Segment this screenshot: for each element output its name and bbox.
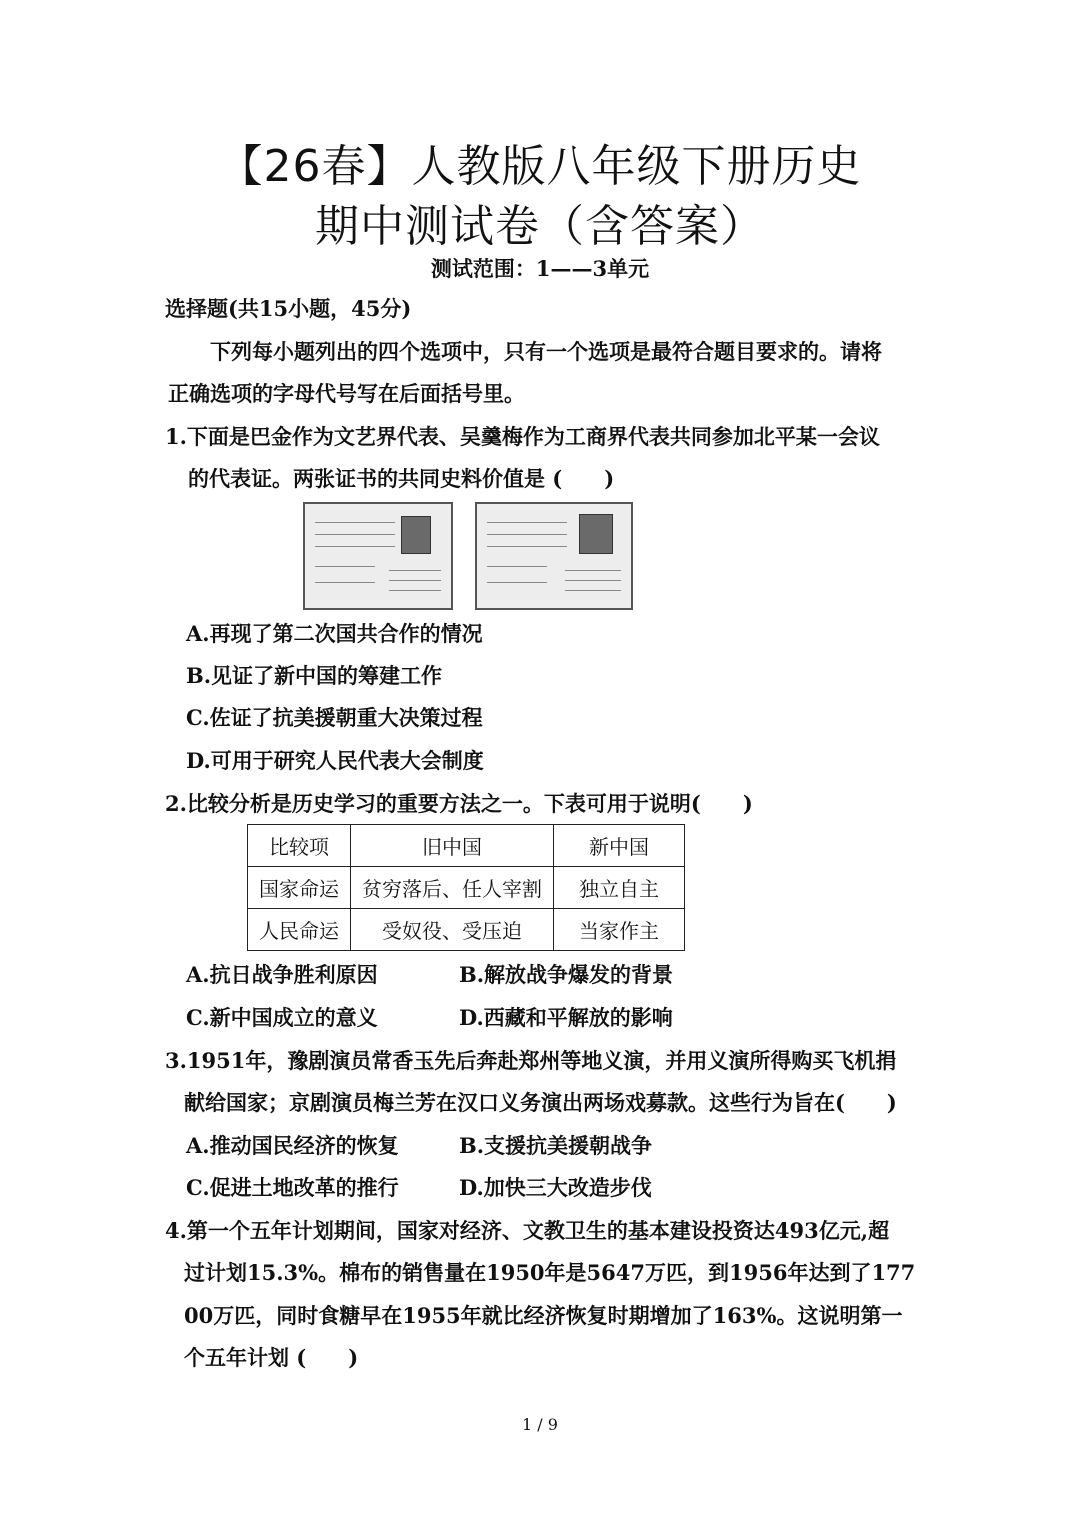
test-scope: 测试范围：1——3单元 xyxy=(430,256,650,281)
q4-stem-line-4: 个五年计划 ( ) xyxy=(184,1345,359,1370)
table-header-row xyxy=(248,825,685,867)
q2-option-d[interactable]: D.西藏和平解放的影响 xyxy=(459,1005,673,1030)
q2-stem-line-1: 2.比较分析是历史学习的重要方法之一。下表可用于说明( ) xyxy=(165,791,753,816)
table-cell: 国家命运 xyxy=(248,867,351,909)
q3-option-a[interactable]: A.推动国民经济的恢复 xyxy=(186,1133,399,1158)
table-header-cell: 旧中国 xyxy=(351,825,554,867)
q3-stem-line-2: 献给国家；京剧演员梅兰芳在汉口义务演出两场戏募款。这些行为旨在( ) xyxy=(184,1090,897,1115)
table-cell: 人民命运 xyxy=(248,909,351,951)
q1-option-c[interactable]: C.佐证了抗美援朝重大决策过程 xyxy=(186,705,483,730)
q1-option-b[interactable]: B.见证了新中国的筹建工作 xyxy=(186,663,443,688)
q3-option-d[interactable]: D.加快三大改造步伐 xyxy=(459,1175,652,1200)
table-row xyxy=(248,909,685,951)
portrait-photo xyxy=(579,514,613,554)
portrait-photo xyxy=(401,516,431,554)
q3-option-c[interactable]: C.促进土地改革的推行 xyxy=(186,1175,399,1200)
table-row xyxy=(248,867,685,909)
comparison-table xyxy=(247,824,685,951)
table-cell: 贫穷落后、任人宰割 xyxy=(351,867,554,909)
q4-stem-line-3: 00万匹，同时食糖早在1955年就比经济恢复时期增加了163%。这说明第一 xyxy=(184,1303,903,1328)
q2-option-a[interactable]: A.抗日战争胜利原因 xyxy=(186,962,378,987)
q2-option-b[interactable]: B.解放战争爆发的背景 xyxy=(459,962,674,987)
q1-option-a[interactable]: A.再现了第二次国共合作的情况 xyxy=(186,621,483,646)
certificate-wu-gengmei xyxy=(475,502,633,610)
q3-stem-line-1: 3.1951年，豫剧演员常香玉先后奔赴郑州等地义演，并用义演所得购买飞机捐 xyxy=(165,1048,897,1073)
title-line-2: 期中测试卷（含答案） xyxy=(315,201,765,252)
table-header-cell: 新中国 xyxy=(554,825,685,867)
certificate-ba-jin xyxy=(303,502,453,610)
delegate-certificates-image xyxy=(303,502,633,608)
table-cell: 受奴役、受压迫 xyxy=(351,909,554,951)
table-header-cell: 比较项 xyxy=(248,825,351,867)
table-cell: 当家作主 xyxy=(554,909,685,951)
q3-option-b[interactable]: B.支援抗美援朝战争 xyxy=(459,1133,653,1158)
q4-stem-line-1: 4.第一个五年计划期间，国家对经济、文教卫生的基本建设投资达493亿元,超 xyxy=(165,1218,890,1243)
page-number: 1 / 9 xyxy=(522,1415,558,1434)
table-cell: 独立自主 xyxy=(554,867,685,909)
q4-stem-line-2: 过计划15.3%。棉布的销售量在1950年是5647万匹，到1956年达到了177 xyxy=(184,1260,916,1285)
q1-option-d[interactable]: D.可用于研究人民代表大会制度 xyxy=(186,748,484,773)
q1-stem-line-2: 的代表证。两张证书的共同史料价值是 ( ) xyxy=(188,466,615,491)
q2-option-c[interactable]: C.新中国成立的意义 xyxy=(186,1005,378,1030)
q1-stem-line-1: 1.下面是巴金作为文艺界代表、吴羹梅作为工商界代表共同参加北平某一会议 xyxy=(165,424,880,449)
title-line-1: 【26春】人教版八年级下册历史 xyxy=(218,141,862,192)
instruction-line-1: 下列每小题列出的四个选项中，只有一个选项是最符合题目要求的。请将 xyxy=(210,339,882,364)
instruction-line-2: 正确选项的字母代号写在后面括号里。 xyxy=(168,381,525,406)
section-heading: 选择题(共15小题，45分) xyxy=(165,296,412,321)
